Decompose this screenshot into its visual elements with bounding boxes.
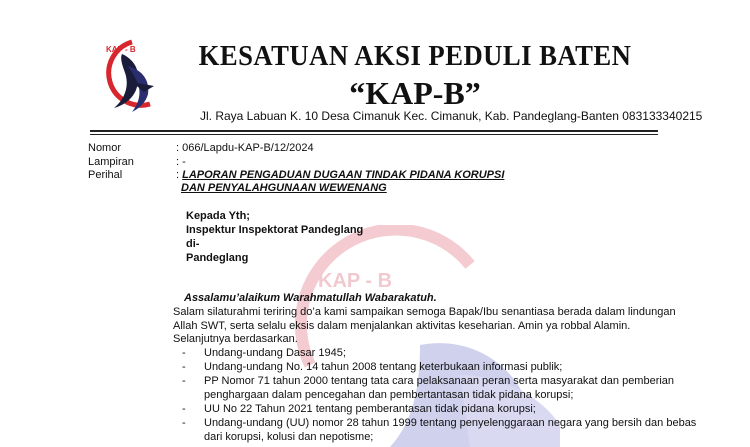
meta-value-lampiran: : - bbox=[176, 156, 186, 168]
recipient-salutation: Kepada Yth; bbox=[186, 210, 250, 222]
list-item: UU No 22 Tahun 2021 tentang pemberantasan tidak pidana korupsi; bbox=[204, 403, 536, 415]
list-bullet: - bbox=[182, 403, 186, 415]
body-line: Allah SWT, serta selalu eksis dalam menjalankan aktivitas keseharian. Amin ya robbal Alamin. bbox=[173, 320, 631, 332]
meta-value-nomor: : 066/Lapdu-KAP-B/12/2024 bbox=[176, 142, 314, 154]
recipient-title: Inspektur Inspektorat Pandeglang bbox=[186, 224, 364, 236]
greeting: Assalamu’alaikum Warahmatullah Wabarakatuh. bbox=[184, 292, 437, 304]
meta-label-perihal: Perihal bbox=[88, 169, 123, 181]
list-bullet: - bbox=[182, 417, 186, 429]
recipient-location-prefix: di- bbox=[186, 238, 200, 250]
list-item: PP Nomor 71 tahun 2000 tentang tata cara pelaksanaan peran serta masyarakat dan pemberian bbox=[204, 375, 675, 387]
list-item-continuation: dari korupsi, kolusi dan nepotisme; bbox=[204, 431, 374, 443]
letterhead-divider bbox=[90, 130, 658, 132]
body-line: Salam silaturahmi teriring do’a kami sampaikan semoga Bapak/Ibu senantiasa berada dalam lindungan bbox=[173, 306, 676, 318]
list-bullet: - bbox=[182, 347, 186, 359]
subject-line-1: LAPORAN PENGADUAN DUGAAN TINDAK PIDANA KORUPSI bbox=[182, 169, 505, 181]
svg-text:KAP - B: KAP - B bbox=[106, 45, 136, 54]
list-bullet: - bbox=[182, 361, 186, 373]
letterhead-divider-thin bbox=[90, 134, 658, 135]
organization-name: KESATUAN AKSI PEDULI BATEN bbox=[198, 40, 632, 72]
organization-abbreviation: “KAP-B” bbox=[349, 75, 481, 111]
svg-text:KAP - B: KAP - B bbox=[318, 270, 393, 292]
list-item: Undang-undang (UU) nomor 28 tahun 1999 tentang penyelenggaraan negara yang bersih dan bebas bbox=[204, 417, 697, 429]
list-bullet: - bbox=[182, 375, 186, 387]
list-item: Undang-undang No. 14 tahun 2008 tentang keterbukaan informasi publik; bbox=[204, 361, 563, 373]
body-line: Selanjutnya berdasarkan. bbox=[173, 333, 298, 345]
recipient-location: Pandeglang bbox=[186, 252, 249, 264]
subject-line-2: DAN PENYALAHGUNAAN WEWENANG bbox=[181, 182, 387, 194]
meta-label-lampiran: Lampiran bbox=[88, 156, 134, 168]
organization-logo bbox=[92, 36, 162, 118]
organization-address: Jl. Raya Labuan K. 10 Desa Cimanuk Kec. Cimanuk, Kab. Pandeglang-Banten 083133340215 bbox=[200, 109, 703, 123]
meta-label-nomor: Nomor bbox=[88, 142, 122, 154]
list-item-continuation: penghargaan dalam pencegahan dan pembertantasan tidak pidana korupsi; bbox=[204, 389, 574, 401]
perihal-colon: : bbox=[176, 169, 183, 181]
meta-value-perihal bbox=[176, 169, 504, 181]
list-item: Undang-undang Dasar 1945; bbox=[204, 347, 346, 359]
